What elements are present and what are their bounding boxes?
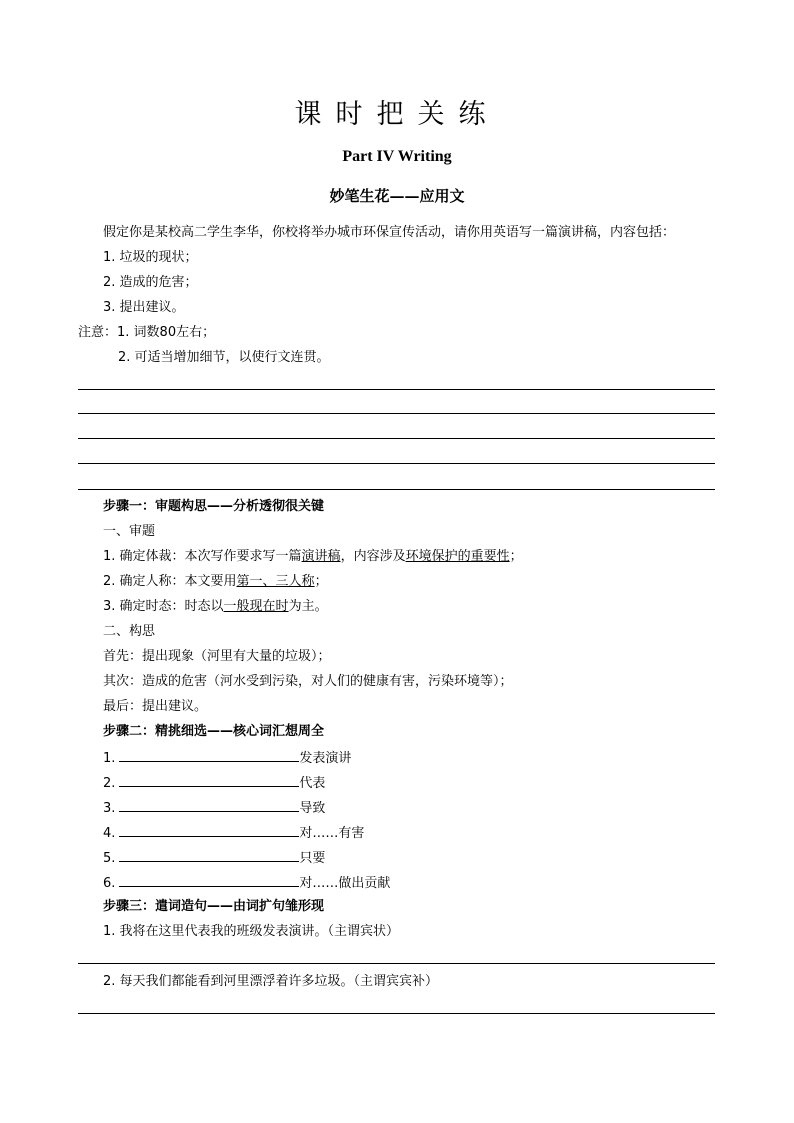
underlined-text: 演讲稿 (301, 549, 341, 564)
text: 为主。 (288, 599, 328, 614)
vocab-row (103, 850, 325, 865)
vocab-number: 5. (103, 851, 116, 866)
note-line-1 (78, 326, 215, 339)
text: 3. 确定时态：时态以 (103, 599, 224, 614)
outline-second: 其次：造成的危害（河水受到污染，对人们的健康有害，污染环境等）； (103, 674, 513, 689)
task-item: 2. 造成的危害； (103, 275, 198, 290)
step1-part2-label: 二、构思 (103, 624, 156, 639)
vocab-blank[interactable] (119, 775, 299, 787)
writing-line[interactable] (78, 463, 715, 464)
vocab-meaning: 导致 (299, 801, 326, 816)
vocab-blank[interactable] (119, 800, 299, 812)
writing-line[interactable] (78, 389, 715, 390)
step1-person-line (103, 575, 328, 588)
unit-subtitle: Part IV Writing (342, 148, 452, 165)
text: ； (509, 549, 523, 564)
step1-heading: 步骤一：审题构思——分析透彻很关键 (103, 499, 325, 514)
vocab-row (103, 750, 351, 765)
vocab-meaning: 发表演讲 (299, 751, 352, 766)
vocab-meaning: 只要 (299, 851, 326, 866)
answer-line[interactable] (78, 1013, 715, 1014)
section-title: 妙笔生花——应用文 (329, 187, 465, 205)
vocab-number: 2. (103, 776, 116, 791)
vocab-row (103, 875, 390, 890)
vocab-number: 1. (103, 751, 116, 766)
vocab-meaning: 对……做出贡献 (299, 876, 391, 891)
step1-part1-label: 一、审题 (103, 524, 156, 539)
note-item: 2. 可适当增加细节，以使行文连贯。 (118, 350, 330, 365)
task-item: 1. 垃圾的现状； (103, 250, 198, 265)
vocab-row (103, 775, 325, 790)
underlined-text: 第一、三人称 (236, 574, 315, 589)
step1-tense-line (103, 600, 328, 613)
outline-last: 最后：提出建议。 (103, 699, 208, 714)
text: ，内容涉及 (340, 549, 406, 564)
vocab-meaning: 对……有害 (299, 826, 365, 841)
writing-line[interactable] (78, 438, 715, 439)
text: ； (314, 574, 328, 589)
vocab-row (103, 800, 325, 815)
underlined-text: 环境保护的重要性 (405, 549, 510, 564)
vocab-row (103, 825, 364, 840)
vocab-number: 6. (103, 876, 116, 891)
vocab-number: 3. (103, 801, 116, 816)
sentence-prompt: 2. 每天我们都能看到河里漂浮着许多垃圾。（主谓宾宾补） (103, 974, 439, 989)
task-item: 3. 提出建议。 (103, 300, 185, 315)
note-label: 注意： (78, 325, 118, 340)
step1-genre-line (103, 550, 523, 563)
outline-first: 首先：提出现象（河里有大量的垃圾）； (103, 649, 331, 664)
writing-line[interactable] (78, 489, 715, 490)
note-item: 1. 词数80左右； (117, 325, 216, 340)
vocab-blank[interactable] (119, 850, 299, 862)
text: 1. 确定体裁：本次写作要求写一篇 (103, 549, 302, 564)
text: 2. 确定人称：本文要用 (103, 574, 237, 589)
page-title: 课时把关练 (294, 99, 500, 130)
step3-heading: 步骤三：遣词造句——由词扩句雏形现 (103, 899, 325, 914)
vocab-number: 4. (103, 826, 116, 841)
sentence-prompt: 1. 我将在这里代表我的班级发表演讲。（主谓宾状） (103, 924, 400, 939)
task-intro: 假定你是某校高二学生李华，你校将举办城市环保宣传活动，请你用英语写一篇演讲稿，内容包括： (103, 225, 676, 240)
step2-heading: 步骤二：精挑细选——核心词汇想周全 (103, 724, 325, 739)
underlined-text: 一般现在时 (223, 599, 289, 614)
vocab-blank[interactable] (119, 875, 299, 887)
vocab-meaning: 代表 (299, 776, 326, 791)
vocab-blank[interactable] (119, 750, 299, 762)
vocab-blank[interactable] (119, 825, 299, 837)
answer-line[interactable] (78, 963, 715, 964)
writing-line[interactable] (78, 413, 715, 414)
